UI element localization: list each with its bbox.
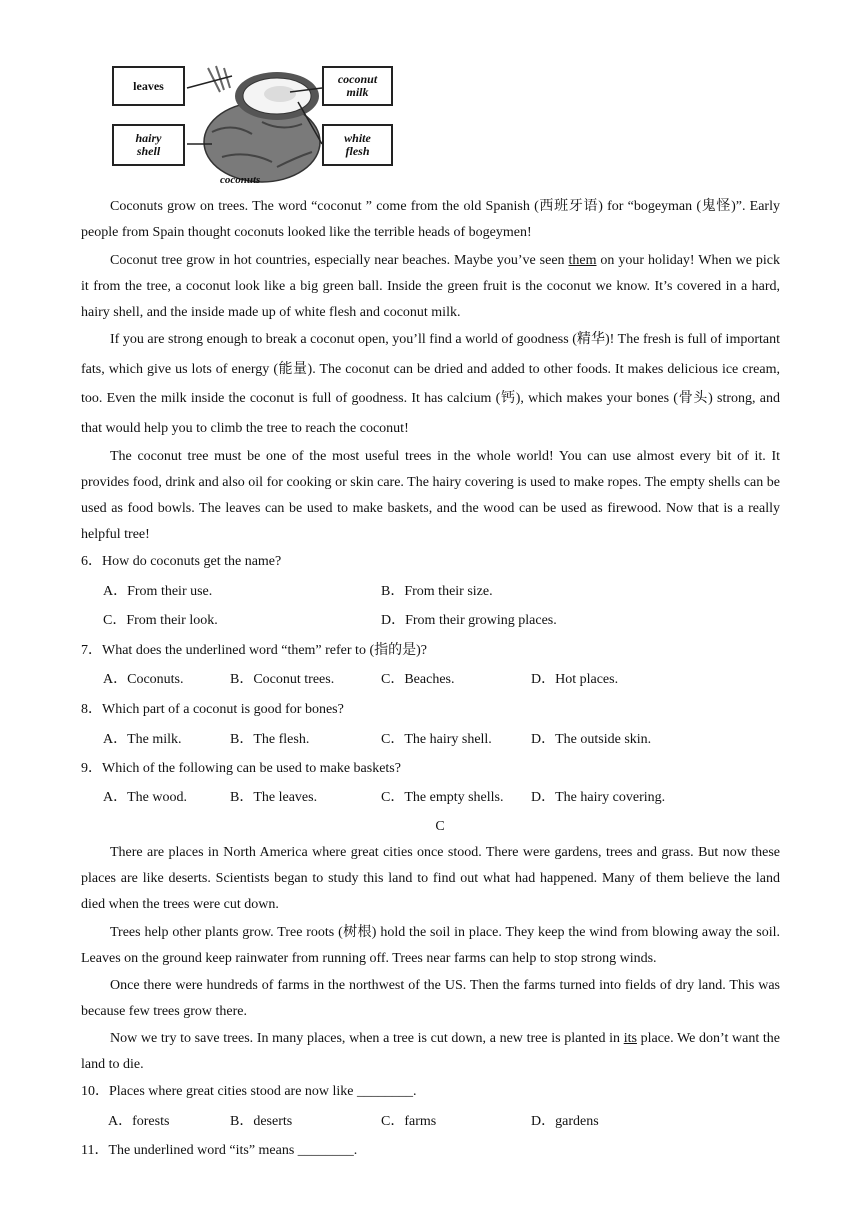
question-9: 9．Which of the following can be used to make baskets?: [81, 761, 401, 776]
coconut-figure: [112, 62, 402, 188]
q9-option-a: A．The wood.: [103, 790, 187, 805]
q10-option-c: C．farms: [381, 1114, 437, 1129]
passage-b-paragraph-3: If you are strong enough to break a coconut open, you’ll find a world of goodness (精华)! The fresh is full of important fats, which give us lots of energy (能量). The coconut can be dried and added to other foods. It makes delicious ice cream, too. Even the milk inside the coconut is full of goodness. It has calcium (钙), which makes your bones (骨头) strong, and that would help you to climb the tree to reach the coconut!: [81, 332, 780, 436]
q6-option-c: C．From their look.: [103, 613, 218, 628]
q8-option-d: D．The outside skin.: [531, 732, 652, 747]
question-6: 6．How do coconuts get the name?: [81, 554, 282, 569]
section-c-paragraph-3: Once there were hundreds of farms in the northwest of the US. Then the farms turned into fields of dry land. This was because few trees grow there.: [81, 978, 780, 1019]
q7-option-b: B．Coconut trees.: [230, 672, 335, 687]
passage-b-p2-text-a: Coconut tree grow in hot countries, especially near beaches. Maybe you’ve seen: [110, 253, 569, 268]
label-hairy-shell-line1: hairy: [135, 131, 162, 145]
question-7: 7．What does the underlined word “them” refer to (指的是)?: [81, 643, 427, 658]
q9-option-b: B．The leaves.: [230, 790, 318, 805]
figure-caption: coconuts: [220, 174, 261, 186]
label-coconut-milk: [322, 66, 393, 106]
underlined-word-its: its: [623, 1031, 637, 1046]
section-c-paragraph-2: Trees help other plants grow. Tree roots (树根) hold the soil in place. They keep the wind from blowing away the soil. Leaves on the ground keep rainwater from running off. Trees near farms can help to stop strong winds.: [81, 925, 780, 966]
q8-option-a: A．The milk.: [103, 732, 182, 747]
passage-b-p2-text-b: on your holiday! When we pick it from the tree, a coconut look like a big green ball. Inside the green fruit is the coconut we know. It’s covered in a hard, hairy shell, and the inside made up of white flesh and coconut milk.: [81, 253, 780, 320]
q6-option-d: D．From their growing places.: [381, 613, 557, 628]
passage-b-paragraph-4: The coconut tree must be one of the most useful trees in the whole world! You can use almost every bit of it. It provides food, drink and also oil for cooking or skin care. The hairy covering is used to make ropes. The empty shells can be used as food bowls. The leaves can be used to make baskets, and the wood can be used as firewood. Now that is a really helpful tree!: [81, 449, 780, 542]
section-c-paragraph-1: There are places in North America where great cities once stood. There were gardens, trees and grass. But now these places are like deserts. Scientists began to study this land to find out what had happened. Many of them believe the land died when the trees were cut down.: [81, 845, 780, 912]
section-c-paragraph-4: [81, 1026, 780, 1078]
label-leaves: [112, 66, 185, 106]
label-coconut-milk-line2: milk: [346, 85, 369, 99]
label-leaves-text: leaves: [133, 78, 164, 93]
label-white-flesh-line2: flesh: [345, 144, 370, 158]
underlined-word-them: them: [568, 253, 597, 268]
section-c-heading: C: [435, 819, 445, 834]
q10-option-d: D．gardens: [531, 1114, 599, 1129]
q6-option-a: A．From their use.: [103, 584, 213, 599]
section-c-p4-text-b: place. We don’t want the land to die.: [81, 1031, 781, 1072]
passage-b-paragraph-1: Coconuts grow on trees. The word “coconut ” come from the old Spanish (西班牙语) for “bogeyman (鬼怪)”. Early people from Spain thought coconuts looked like the terrible heads of bogeymen!: [81, 199, 780, 240]
q7-option-c: C．Beaches.: [381, 672, 455, 687]
q8-option-b: B．The flesh.: [230, 732, 310, 747]
label-white-flesh-line1: white: [344, 131, 371, 145]
q10-option-b: B．deserts: [230, 1114, 293, 1129]
section-c-p4-text-a: Now we try to save trees. In many places, when a tree is cut down, a new tree is planted in: [110, 1031, 624, 1046]
q9-option-c: C．The empty shells.: [381, 790, 504, 805]
label-white-flesh: [322, 124, 393, 166]
q7-option-d: D．Hot places.: [531, 672, 619, 687]
label-hairy-shell: [112, 124, 185, 166]
label-coconut-milk-line1: coconut: [337, 72, 378, 86]
q7-option-a: A．Coconuts.: [103, 672, 184, 687]
q9-option-d: D．The hairy covering.: [531, 790, 666, 805]
question-8: 8．Which part of a coconut is good for bones?: [81, 702, 344, 717]
q10-option-a: A．forests: [108, 1114, 170, 1129]
q6-option-b: B．From their size.: [381, 584, 493, 599]
question-10: 10．Places where great cities stood are now like ________.: [81, 1084, 417, 1099]
passage-b-paragraph-2: [81, 248, 780, 326]
q8-option-c: C．The hairy shell.: [381, 732, 492, 747]
question-11: 11．The underlined word “its” means ________.: [81, 1143, 358, 1158]
label-hairy-shell-line2: shell: [136, 144, 161, 158]
